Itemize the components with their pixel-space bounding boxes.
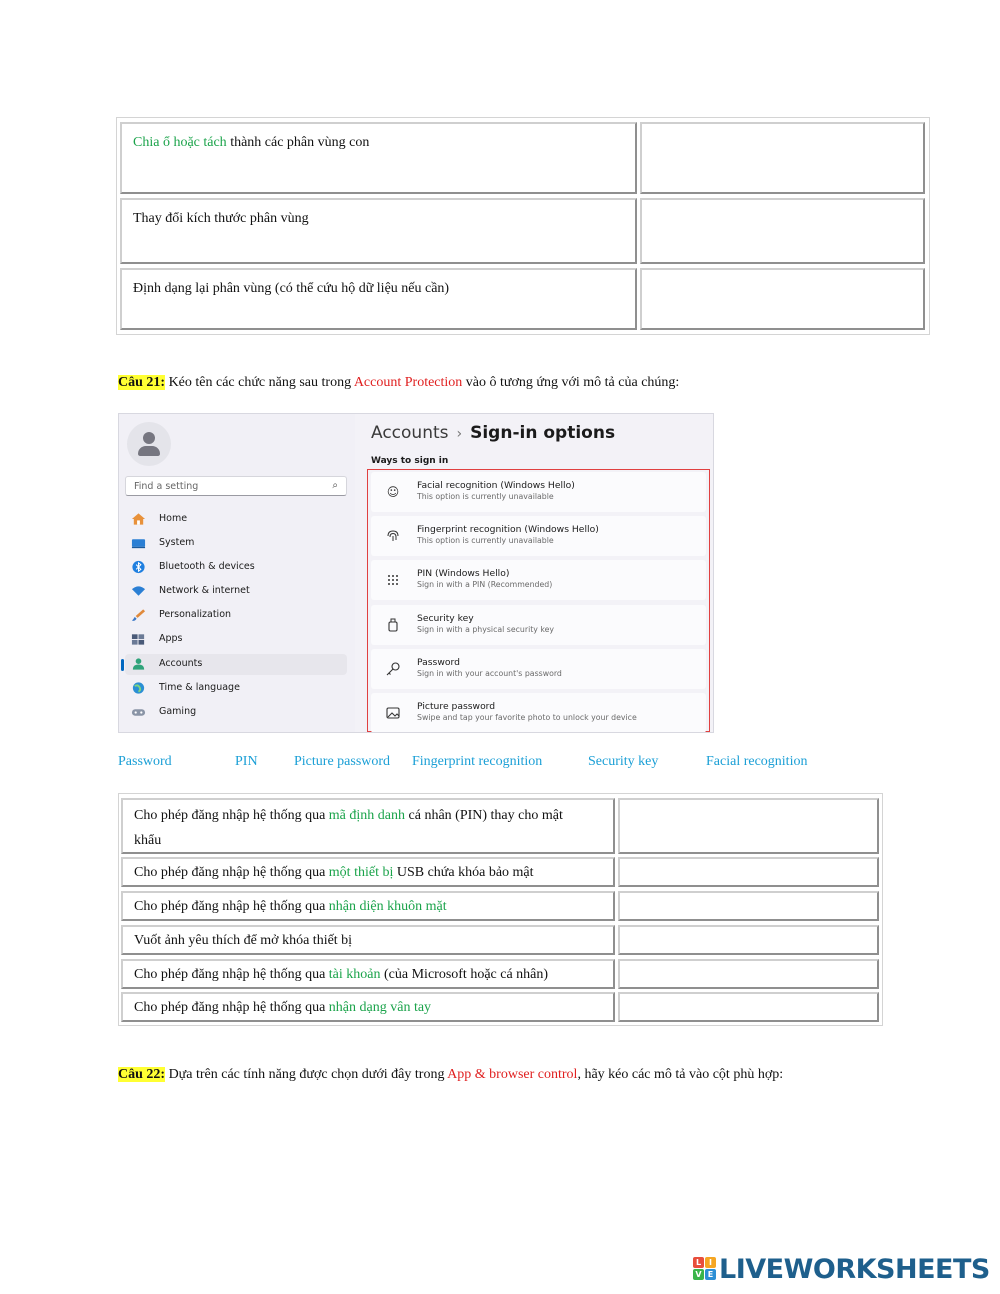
chevron-right-icon: › — [456, 426, 463, 442]
table-row — [119, 992, 882, 1022]
table-row — [119, 959, 882, 989]
table-row — [119, 798, 882, 854]
bluetooth-icon — [131, 560, 146, 574]
description-text: Cho phép đăng nhập hệ thống qua mã định danh cá nhân (PIN) thay cho mật khẩu — [134, 808, 563, 848]
description-text: Cho phép đăng nhập hệ thống qua nhận dạng vân tay — [134, 1000, 432, 1015]
question-number: Câu 22: — [118, 1067, 166, 1082]
description-text: Chia ổ hoặc tách thành các phân vùng con — [133, 135, 370, 150]
partition-table — [116, 117, 930, 335]
answer-drop-box[interactable] — [618, 798, 879, 854]
description-cell — [121, 959, 615, 989]
search-icon: ⌕ — [332, 480, 338, 491]
question-22: Câu 22: Dựa trên các tính năng được chọn dưới đây trong App & browser control, hãy kéo các mô tả vào cột phù hợp: — [118, 1067, 784, 1082]
table-row — [117, 198, 929, 264]
description-cell — [121, 857, 615, 887]
section-title: Ways to sign in — [371, 456, 449, 466]
active-indicator — [121, 659, 124, 671]
keypad-icon — [385, 572, 401, 588]
answer-drop-box[interactable] — [640, 122, 925, 194]
avatar-icon — [127, 422, 171, 466]
description-text: Định dạng lại phân vùng (có thể cứu hộ dữ liệu nếu cần) — [133, 281, 450, 296]
picture-icon — [385, 705, 401, 721]
globe-icon — [131, 681, 146, 695]
answer-drop-box[interactable] — [640, 198, 925, 264]
accounts-icon — [131, 657, 146, 671]
fingerprint-icon — [385, 528, 401, 544]
nav-item-home: Home — [125, 509, 347, 530]
answer-drop-box[interactable] — [618, 857, 879, 887]
option-password: Password Sign in with your account's password — [371, 649, 706, 689]
nav-item-gaming: Gaming — [125, 702, 347, 723]
apps-icon — [131, 632, 146, 646]
option-fingerprint: Fingerprint recognition (Windows Hello) This option is currently unavailable — [371, 516, 706, 556]
description-text: Thay đổi kích thước phân vùng — [133, 211, 309, 226]
drag-word-facial-recognition[interactable]: Facial recognition — [706, 754, 808, 769]
drag-word-picture-password[interactable]: Picture password — [294, 754, 391, 769]
description-text: Cho phép đăng nhập hệ thống qua một thiết bị USB chứa khóa bảo mật — [134, 865, 534, 880]
gamepad-icon — [131, 705, 146, 719]
table-row — [117, 268, 929, 330]
answer-drop-box[interactable] — [618, 891, 879, 921]
answer-drop-box[interactable] — [618, 992, 879, 1022]
sign-in-options-screenshot — [118, 413, 714, 733]
nav-item-time-language: Time & language — [125, 678, 347, 699]
settings-sidebar — [119, 414, 355, 732]
table-row — [119, 891, 882, 921]
table-row — [119, 925, 882, 955]
answer-drop-box[interactable] — [640, 268, 925, 330]
option-security-key: Security key Sign in with a physical security key — [371, 605, 706, 645]
table-row — [117, 122, 929, 194]
smiley-face-icon: ☺ — [386, 485, 400, 499]
key-icon — [385, 661, 401, 677]
option-pin: PIN (Windows Hello) Sign in with a PIN (Recommended) — [371, 560, 706, 600]
system-icon — [131, 536, 146, 550]
drag-word-pin[interactable]: PIN — [235, 754, 258, 769]
nav-item-personalization: Personalization — [125, 605, 347, 626]
description-cell — [121, 925, 615, 955]
answer-drop-box[interactable] — [618, 925, 879, 955]
description-text: Cho phép đăng nhập hệ thống qua nhận diện khuôn mặt — [134, 899, 447, 914]
description-cell — [120, 122, 637, 194]
nav-item-system: System — [125, 533, 347, 554]
nav-item-apps: Apps — [125, 629, 347, 650]
description-cell — [120, 268, 637, 330]
question-21: Câu 21: Kéo tên các chức năng sau trong Account Protection vào ô tương ứng với mô tả của chúng: — [118, 375, 680, 390]
sign-in-matching-table — [118, 793, 883, 1026]
nav-item-bluetooth: Bluetooth & devices — [125, 557, 347, 578]
usb-key-icon — [385, 617, 401, 633]
nav-item-network: Network & internet — [125, 581, 347, 602]
drag-word-fingerprint-recognition[interactable]: Fingerprint recognition — [412, 754, 543, 769]
table-row — [119, 857, 882, 887]
description-cell — [121, 798, 615, 854]
description-cell — [120, 198, 637, 264]
logo-cubes-icon: L I V E — [693, 1257, 717, 1281]
description-cell — [121, 891, 615, 921]
description-text: Cho phép đăng nhập hệ thống qua tài khoản (của Microsoft hoặc cá nhân) — [134, 967, 549, 982]
drag-word-security-key[interactable]: Security key — [588, 754, 659, 769]
breadcrumb: Accounts › Sign-in options — [371, 423, 616, 443]
option-facial-recognition: ☺ Facial recognition (Windows Hello) This option is currently unavailable — [371, 472, 706, 512]
drag-word-password[interactable]: Password — [118, 754, 172, 769]
description-text: Vuốt ảnh yêu thích để mở khóa thiết bị — [134, 933, 353, 948]
home-icon — [131, 512, 146, 526]
brush-icon — [131, 608, 146, 622]
description-cell — [121, 992, 615, 1022]
search-input: Find a setting ⌕ — [125, 476, 347, 496]
question-number: Câu 21: — [118, 375, 166, 390]
answer-drop-box[interactable] — [618, 959, 879, 989]
settings-main-pane — [355, 414, 713, 732]
network-icon — [131, 584, 146, 598]
nav-item-accounts: Accounts — [125, 654, 347, 675]
option-picture-password: Picture password Swipe and tap your favorite photo to unlock your device — [371, 693, 706, 733]
